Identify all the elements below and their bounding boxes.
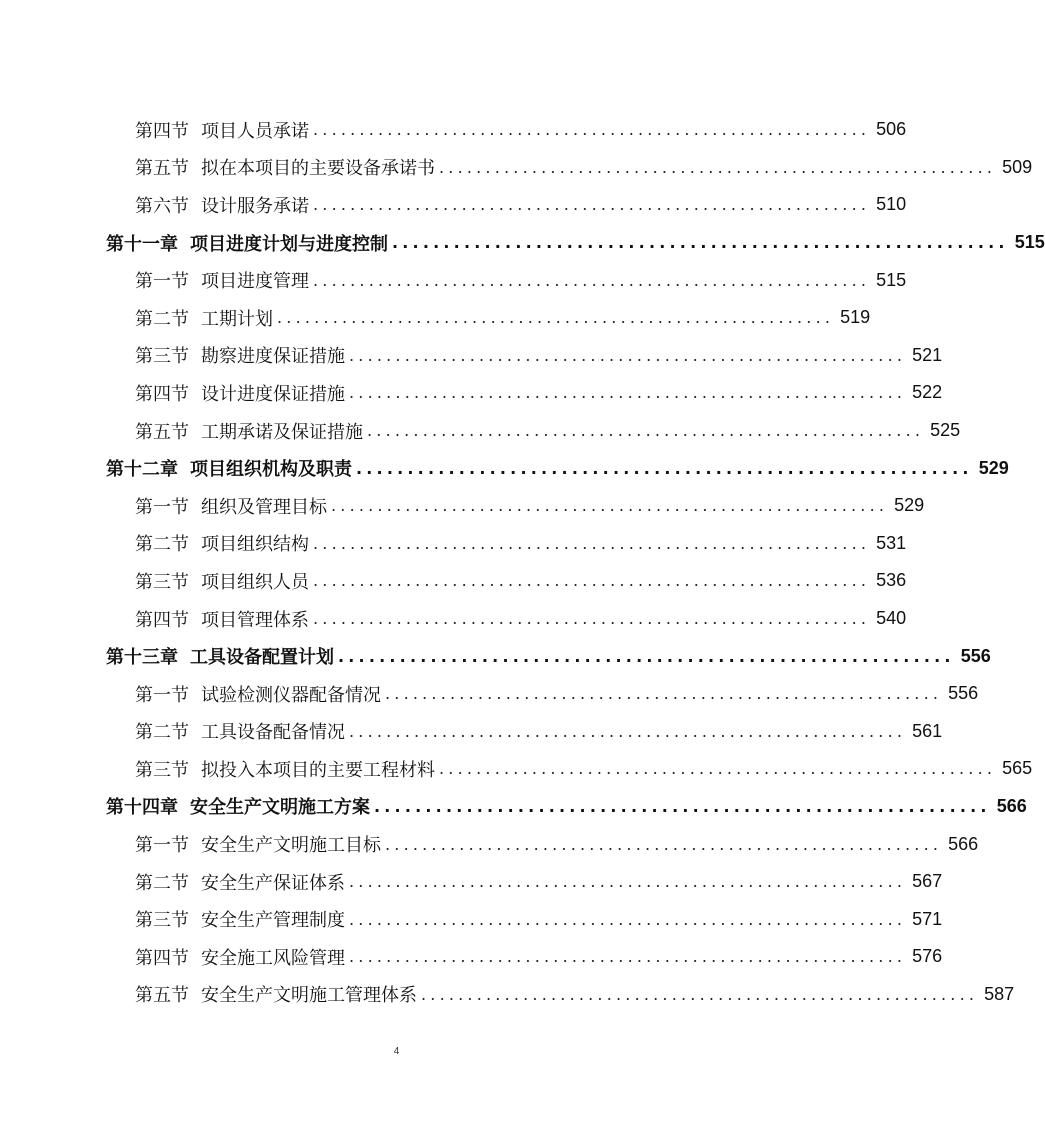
toc-section-row[interactable] — [0, 750, 1033, 788]
toc-leader-dots: ............................................................ — [313, 533, 871, 553]
toc-entry-label — [135, 380, 345, 406]
toc-entry-title: 工具设备配备情况 — [201, 722, 345, 744]
toc-entry-label — [135, 493, 327, 519]
toc-entry-number: 第四节 — [135, 609, 189, 631]
toc-section-row[interactable] — [0, 525, 907, 563]
toc-entry-number: 第一节 — [135, 496, 189, 518]
toc-entry-number: 第一节 — [135, 835, 189, 857]
page-number: 4 — [393, 1046, 400, 1057]
toc-section-row[interactable] — [0, 713, 943, 751]
toc-entry-label — [135, 869, 345, 895]
toc-page-number: 529 — [894, 495, 925, 516]
toc-section-row[interactable] — [0, 374, 943, 412]
toc-page-number: 565 — [1002, 758, 1033, 779]
toc-page-number: 529 — [978, 457, 1009, 478]
table-of-contents — [0, 111, 1045, 1013]
toc-entry-label — [135, 418, 363, 444]
toc-leader-dots: ............................................................ — [349, 909, 907, 929]
toc-page-number: 506 — [876, 119, 907, 140]
toc-section-row[interactable] — [0, 412, 961, 450]
toc-entry-title: 试验检测仪器配备情况 — [201, 684, 381, 706]
toc-leader-dots: ............................................................ — [439, 157, 997, 177]
toc-entry-title: 安全生产管理制度 — [201, 910, 345, 932]
toc-page-number: 522 — [912, 382, 943, 403]
toc-entry-label — [135, 305, 273, 331]
toc-entry-label — [135, 342, 345, 368]
toc-page-number: 576 — [912, 946, 943, 967]
toc-entry-label — [106, 455, 352, 481]
toc-leader-dots: ............................................................ — [313, 120, 871, 140]
toc-entry-title: 工具设备配置计划 — [190, 647, 334, 669]
toc-section-row[interactable] — [0, 863, 943, 901]
toc-entry-label — [106, 230, 388, 256]
toc-entry-label — [135, 530, 309, 556]
toc-entry-title: 安全生产文明施工方案 — [190, 797, 370, 819]
toc-leader-dots: ............................................................ — [349, 383, 907, 403]
toc-section-row[interactable] — [0, 186, 907, 224]
toc-leader-dots: ............................................................ — [356, 458, 973, 478]
toc-page-number: 540 — [876, 608, 907, 629]
toc-entry-number: 第三节 — [135, 346, 189, 368]
toc-page-number: 536 — [876, 570, 907, 591]
toc-section-row[interactable] — [0, 111, 907, 149]
toc-page-number: 561 — [912, 720, 943, 741]
toc-page-number: 525 — [930, 420, 961, 441]
toc-entry-number: 第三节 — [135, 910, 189, 932]
toc-page-number: 556 — [960, 645, 991, 666]
toc-entry-number: 第二节 — [135, 872, 189, 894]
toc-entry-label — [135, 681, 381, 707]
toc-section-row[interactable] — [0, 825, 979, 863]
toc-entry-number: 第六节 — [135, 195, 189, 217]
toc-leader-dots: ............................................................ — [374, 796, 991, 816]
toc-entry-title: 项目组织机构及职责 — [190, 459, 352, 481]
toc-entry-number: 第五节 — [135, 985, 189, 1007]
toc-entry-label — [135, 906, 345, 932]
toc-entry-label — [135, 944, 345, 970]
toc-section-row[interactable] — [0, 261, 907, 299]
toc-page-number: 510 — [876, 194, 907, 215]
toc-leader-dots: ............................................................ — [313, 571, 871, 591]
toc-chapter-row[interactable] — [0, 224, 1045, 262]
toc-page-number: 571 — [912, 908, 943, 929]
toc-leader-dots: ............................................................ — [331, 496, 889, 516]
toc-entry-label — [135, 756, 435, 782]
toc-section-row[interactable] — [0, 149, 1033, 187]
toc-entry-label — [135, 117, 309, 143]
toc-entry-title: 安全生产文明施工目标 — [201, 835, 381, 857]
toc-leader-dots: ............................................................ — [338, 646, 955, 666]
toc-leader-dots: ............................................................ — [313, 609, 871, 629]
toc-entry-title: 安全施工风险管理 — [201, 947, 345, 969]
toc-entry-title: 项目进度管理 — [201, 271, 309, 293]
toc-section-row[interactable] — [0, 600, 907, 638]
toc-chapter-row[interactable] — [0, 449, 1009, 487]
toc-leader-dots: ............................................................ — [385, 834, 943, 854]
toc-section-row[interactable] — [0, 562, 907, 600]
toc-entry-title: 拟投入本项目的主要工程材料 — [201, 759, 435, 781]
toc-entry-number: 第三节 — [135, 571, 189, 593]
toc-entry-title: 工期承诺及保证措施 — [201, 421, 363, 443]
toc-page-number: 567 — [912, 871, 943, 892]
toc-entry-number: 第三节 — [135, 759, 189, 781]
toc-entry-number: 第二节 — [135, 722, 189, 744]
toc-section-row[interactable] — [0, 976, 1015, 1014]
toc-leader-dots: ............................................................ — [367, 421, 925, 441]
toc-leader-dots: ............................................................ — [421, 984, 979, 1004]
toc-entry-number: 第四节 — [135, 383, 189, 405]
toc-page-number: 566 — [996, 795, 1027, 816]
toc-entry-title: 项目组织结构 — [201, 534, 309, 556]
toc-entry-title: 安全生产文明施工管理体系 — [201, 985, 417, 1007]
toc-section-row[interactable] — [0, 675, 979, 713]
toc-entry-number: 第五节 — [135, 158, 189, 180]
toc-section-row[interactable] — [0, 299, 871, 337]
toc-entry-title: 项目进度计划与进度控制 — [190, 233, 388, 255]
toc-entry-number: 第五节 — [135, 421, 189, 443]
toc-leader-dots: ............................................................ — [313, 270, 871, 290]
toc-entry-title: 工期计划 — [201, 308, 273, 330]
toc-leader-dots: ............................................................ — [349, 721, 907, 741]
toc-entry-number: 第一节 — [135, 684, 189, 706]
toc-entry-number: 第十一章 — [106, 233, 178, 255]
toc-entry-label — [135, 154, 435, 180]
toc-entry-label — [135, 606, 309, 632]
toc-entry-number: 第四节 — [135, 120, 189, 142]
toc-entry-label — [135, 568, 309, 594]
toc-entry-number: 第一节 — [135, 271, 189, 293]
toc-entry-number: 第十三章 — [106, 647, 178, 669]
toc-entry-label — [106, 793, 370, 819]
toc-page-number: 515 — [1014, 232, 1045, 253]
toc-entry-title: 项目管理体系 — [201, 609, 309, 631]
toc-entry-title: 勘察进度保证措施 — [201, 346, 345, 368]
toc-leader-dots: ............................................................ — [313, 195, 871, 215]
toc-page-number: 587 — [984, 983, 1015, 1004]
toc-entry-title: 项目人员承诺 — [201, 120, 309, 142]
toc-page-number: 515 — [876, 269, 907, 290]
toc-entry-title: 拟在本项目的主要设备承诺书 — [201, 158, 435, 180]
toc-page-number: 531 — [876, 532, 907, 553]
toc-page-number: 509 — [1002, 156, 1033, 177]
toc-section-row[interactable] — [0, 900, 943, 938]
toc-section-row[interactable] — [0, 938, 943, 976]
toc-leader-dots: ............................................................ — [385, 684, 943, 704]
toc-page-number: 556 — [948, 683, 979, 704]
toc-entry-title: 设计服务承诺 — [201, 195, 309, 217]
toc-entry-label — [135, 192, 309, 218]
toc-page-number: 519 — [840, 307, 871, 328]
toc-entry-title: 项目组织人员 — [201, 571, 309, 593]
toc-entry-label — [135, 267, 309, 293]
toc-entry-label — [135, 831, 381, 857]
toc-entry-title: 设计进度保证措施 — [201, 383, 345, 405]
toc-chapter-row[interactable] — [0, 637, 991, 675]
toc-leader-dots: ............................................................ — [392, 233, 1009, 253]
toc-entry-title: 组织及管理目标 — [201, 496, 327, 518]
toc-section-row[interactable] — [0, 487, 925, 525]
toc-page-number: 521 — [912, 344, 943, 365]
toc-entry-number: 第十四章 — [106, 797, 178, 819]
toc-section-row[interactable] — [0, 337, 943, 375]
toc-leader-dots: ............................................................ — [277, 308, 835, 328]
toc-entry-title: 安全生产保证体系 — [201, 872, 345, 894]
toc-entry-label — [106, 643, 334, 669]
toc-leader-dots: ............................................................ — [439, 759, 997, 779]
toc-chapter-row[interactable] — [0, 788, 1027, 826]
toc-entry-number: 第四节 — [135, 947, 189, 969]
toc-leader-dots: ............................................................ — [349, 947, 907, 967]
toc-entry-number: 第二节 — [135, 308, 189, 330]
toc-entry-label — [135, 718, 345, 744]
toc-entry-number: 第二节 — [135, 534, 189, 556]
toc-leader-dots: ............................................................ — [349, 345, 907, 365]
toc-entry-number: 第十二章 — [106, 459, 178, 481]
toc-page-number: 566 — [948, 833, 979, 854]
toc-leader-dots: ............................................................ — [349, 872, 907, 892]
toc-entry-label — [135, 981, 417, 1007]
